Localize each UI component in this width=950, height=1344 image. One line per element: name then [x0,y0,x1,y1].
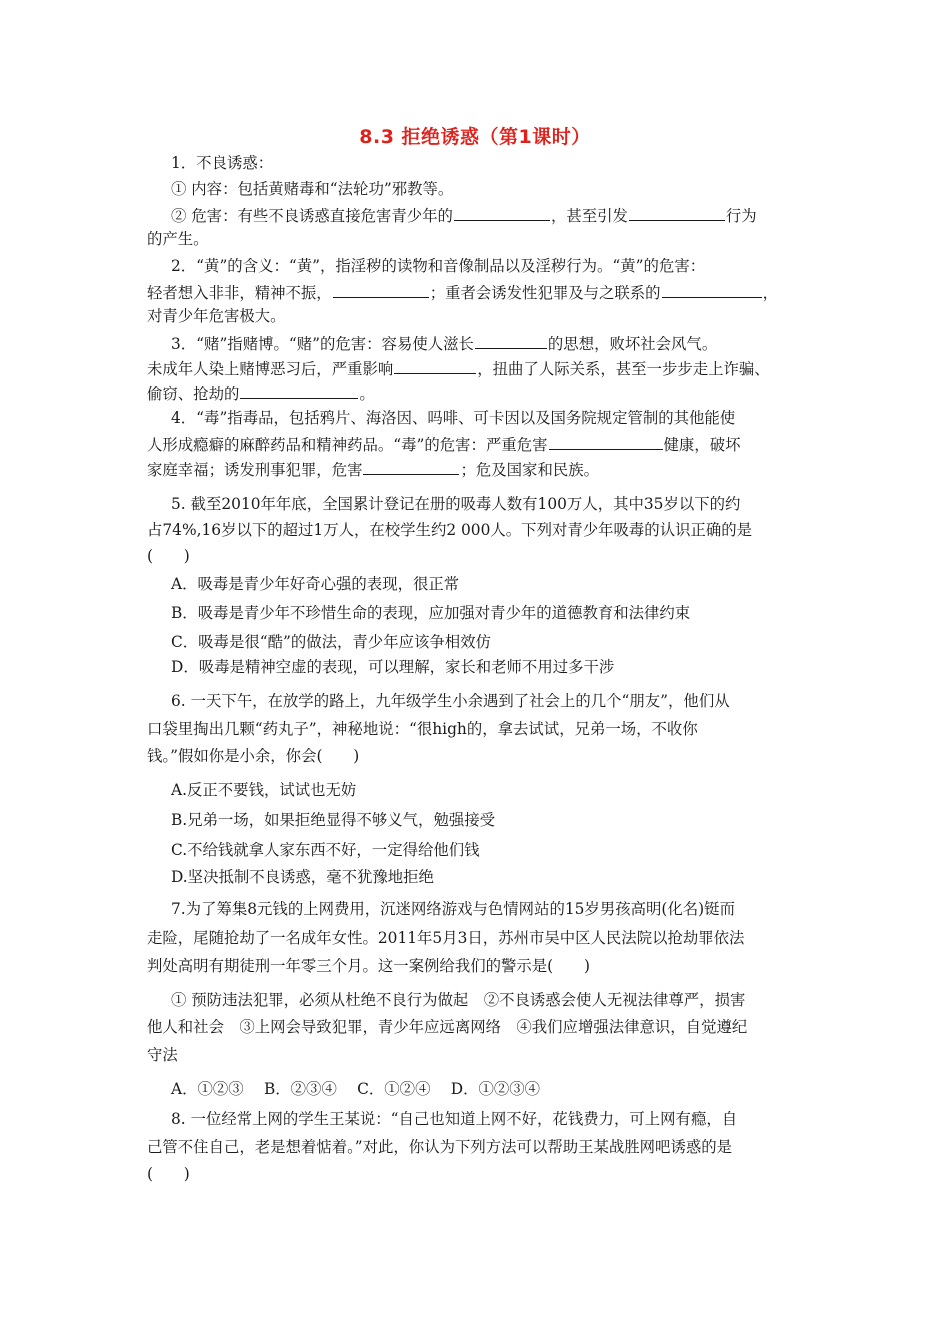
fill-blank[interactable] [363,457,459,475]
question-8-line-2: 己管不住自己，老是想着惦着。”对此，你认为下列方法可以帮助王某战胜网吧诱惑的是 [147,1138,733,1156]
fill-blank[interactable] [454,203,550,221]
fill-blank[interactable] [629,203,725,221]
section-3-line-2: 未成年人染上赌博恶习后，严重影响 ，扭曲了人际关系，甚至一步步走上诈骗、 [147,356,770,380]
question-8-line-3: ( ) [147,1165,190,1183]
section-1-harm-end: 的产生。 [147,230,209,248]
section-3-line-1: 3．“赌”指赌博。“赌”的危害：容易使人滋长 的思想，败坏社会风气。 [171,331,717,355]
section-2-line-3: 对青少年危害极大。 [147,307,286,325]
question-5-option-c[interactable]: C．吸毒是很“酷”的做法，青少年应该争相效仿 [171,633,491,651]
section-3-line-3: 偷窃、抢劫的 。 [147,381,375,405]
question-7-statement-1: ① 预防违法犯罪，必须从杜绝不良行为做起 ②不良诱惑会使人无视法律尊严，损害 [171,991,746,1009]
fill-blank[interactable] [394,356,476,374]
section-4-line-1: 4．“毒”指毒品，包括鸦片、海洛因、吗啡、可卡因以及国务院规定管制的其他能使 [171,409,736,427]
question-7-line-1: 7.为了筹集8元钱的上网费用，沉迷网络游戏与色情网站的15岁男孩高明(化名)铤而 [171,900,735,918]
question-6-option-c[interactable]: C.不给钱就拿人家东西不好，一定得给他们钱 [171,841,480,859]
question-8-line-1: 8. 一位经常上网的学生王某说：“自己也知道上网不好，花钱费力，可上网有瘾，自 [171,1110,738,1128]
fill-blank[interactable] [662,280,762,298]
question-6-line-1: 6. 一天下午，在放学的路上，九年级学生小余遇到了社会上的几个“朋友”，他们从 [171,692,730,710]
question-7-statement-2: 他人和社会 ③上网会导致犯罪，青少年应远离网络 ④我们应增强法律意识，自觉遵纪 [147,1018,748,1036]
section-1-content: ① 内容：包括黄赌毒和“法轮功”邪教等。 [171,180,454,198]
section-2-line-1: 2．“黄”的含义：“黄”，指淫秽的读物和音像制品以及淫秽行为。“黄”的危害： [171,257,706,275]
section-1-heading: 1．不良诱惑： [171,154,274,172]
question-6-line-2: 口袋里掏出几颗“药丸子”，神秘地说：“很high的，拿去试试，兄弟一场，不收你 [147,720,698,738]
section-1-harm-line: ② 危害：有些不良诱惑直接危害青少年的 ，甚至引发 行为 [171,203,757,227]
question-6-option-d[interactable]: D.坚决抵制不良诱惑，毫不犹豫地拒绝 [171,868,434,886]
question-7-line-3: 判处高明有期徒刑一年零三个月。这一案例给我们的警示是( ) [147,957,590,975]
fill-blank[interactable] [240,381,358,399]
question-5-line-3: ( ) [147,547,190,565]
fill-blank[interactable] [333,280,429,298]
section-4-line-3: 家庭幸福；诱发刑事犯罪，危害 ；危及国家和民族。 [147,457,599,481]
question-6-line-3: 钱。”假如你是小余，你会( ) [147,747,360,765]
fill-blank[interactable] [475,331,547,349]
fill-blank[interactable] [549,432,663,450]
question-5-option-b[interactable]: B．吸毒是青少年不珍惜生命的表现，应加强对青少年的道德教育和法律约束 [171,604,691,622]
question-6-option-a[interactable]: A.反正不要钱，试试也无妨 [171,781,357,799]
question-5-line-1: 5. 截至2010年年底，全国累计登记在册的吸毒人数有100万人，其中35岁以下的约 [171,495,741,513]
question-5-line-2: 占74%,16岁以下的超过1万人，在校学生约2 000人。下列对青少年吸毒的认识正确的是 [147,521,753,539]
section-2-line-2: 轻者想入非非，精神不振， ；重者会诱发性犯罪及与之联系的 ， [147,280,778,304]
question-7-statement-3: 守法 [147,1046,178,1064]
section-4-line-2: 人形成瘾癖的麻醉药品和精神药品。“毒”的危害：严重危害 健康，破坏 [147,432,740,456]
question-7-answers[interactable]: A．①②③ B．②③④ C．①②④ D．①②③④ [171,1080,541,1098]
question-7-line-2: 走险，尾随抢劫了一名成年女性。2011年5月3日，苏州市吴中区人民法院以抢劫罪依法 [147,929,745,947]
question-5-option-d[interactable]: D．吸毒是精神空虚的表现，可以理解，家长和老师不用过多干涉 [171,658,615,676]
question-6-option-b[interactable]: B.兄弟一场，如果拒绝显得不够义气，勉强接受 [171,811,496,829]
document-title: 8.3 拒绝诱惑（第1课时） [359,126,591,148]
question-5-option-a[interactable]: A．吸毒是青少年好奇心强的表现，很正常 [171,575,460,593]
